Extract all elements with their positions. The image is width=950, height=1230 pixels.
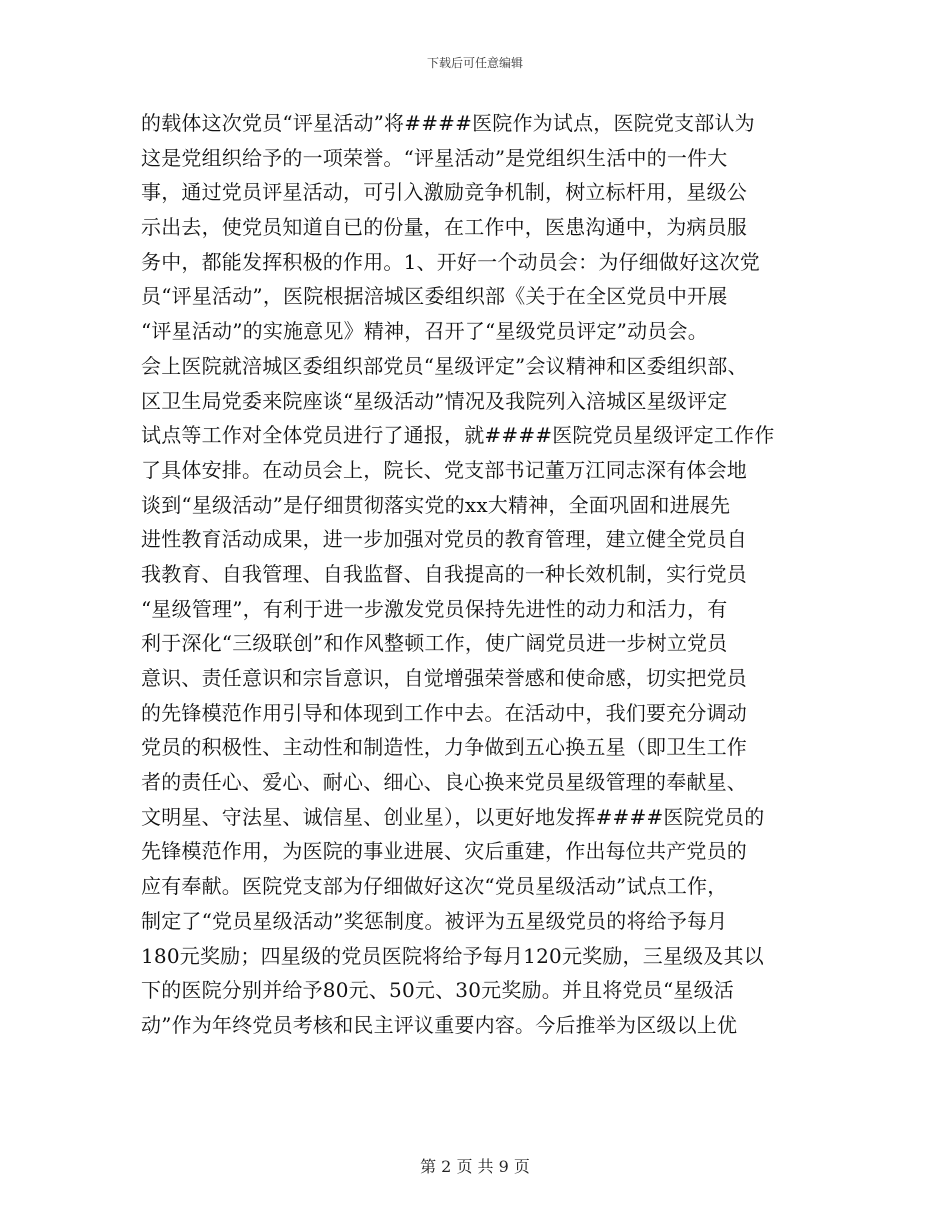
text-line: 区卫生局党委来院座谈“星级活动”情况及我院列入涪城区星级评定 <box>141 388 728 413</box>
text-line: “星级管理”，有利于进一步激发党员保持先进性的动力和活力，有 <box>141 596 728 621</box>
text-line: 利于深化“三级联创”和作风整顿工作，使广阔党员进一步树立党员 <box>141 631 728 656</box>
text-line: 的先锋模范作用引导和体现到工作中去。在活动中，我们要充分调动 <box>141 700 747 725</box>
text-line: 这是党组织给予的一项荣誉。“评星活动”是党组织生活中的一件大 <box>141 145 728 170</box>
text-line: 党员的积极性、主动性和制造性，力争做到五心换五星（即卫生工作 <box>141 735 747 760</box>
text-line: 示出去，使党员知道自已的份量，在工作中，医患沟通中，为病员服 <box>141 215 747 240</box>
text-line: 制定了“党员星级活动”奖惩制度。被评为五星级党员的将给予每月 <box>141 908 728 933</box>
text-line: 进性教育活动成果，进一步加强对党员的教育管理，建立健全党员自 <box>141 527 747 552</box>
text-line: 文明星、守法星、诚信星、创业星），以更好地发挥####医院党员的 <box>141 804 765 829</box>
text-line: 试点等工作对全体党员进行了通报，就####医院党员星级评定工作作 <box>141 423 775 448</box>
body-text <box>141 106 801 1043</box>
text-line: 员“评星活动”，医院根据涪城区委组织部《关于在全区党员中开展 <box>141 284 728 309</box>
text-line: 谈到“星级活动”是仔细贯彻落实党的xx大精神，全面巩固和进展先 <box>141 492 731 517</box>
text-line: 事，通过党员评星活动，可引入激励竞争机制，树立标杆用，星级公 <box>141 180 747 205</box>
text-line: 先锋模范作用，为医院的事业进展、灾后重建，作出每位共产党员的 <box>141 839 747 864</box>
text-line: 务中，都能发挥积极的作用。1、开好一个动员会：为仔细做好这次党 <box>141 249 760 274</box>
header-note: 下载后可任意编辑 <box>426 56 523 70</box>
page-number: 第 2 页 共 9 页 <box>420 1157 530 1176</box>
text-line: 了具体安排。在动员会上，院长、党支部书记董万江同志深有体会地 <box>141 457 747 482</box>
text-line: 意识、责任意识和宗旨意识，自觉增强荣誉感和使命感，切实把党员 <box>141 666 747 690</box>
text-line: 应有奉献。医院党支部为仔细做好这次“党员星级活动”试点工作， <box>141 874 728 899</box>
text-line: 会上医院就涪城区委组织部党员“星级评定”会议精神和区委组织部、 <box>141 353 748 378</box>
text-line: 者的责任心、爱心、耐心、细心、良心换来党员星级管理的奉献星、 <box>141 770 747 795</box>
text-line: 的载体这次党员“评星活动”将####医院作为试点，医院党支部认为 <box>141 111 755 135</box>
text-line: 下的医院分别并给予80元、50元、30元奖励。并且将党员“星级活 <box>141 978 734 1003</box>
text-line: “评星活动”的实施意见》精神，召开了“星级党员评定”动员会。 <box>141 319 708 344</box>
text-line: 我教育、自我管理、自我监督、自我提高的一种长效机制，实行党员 <box>141 561 747 586</box>
text-line: 180元奖励；四星级的党员医院将给予每月120元奖励，三星级及其以 <box>141 943 764 968</box>
text-line: 动”作为年终党员考核和民主评议重要内容。今后推举为区级以上优 <box>141 1012 738 1037</box>
